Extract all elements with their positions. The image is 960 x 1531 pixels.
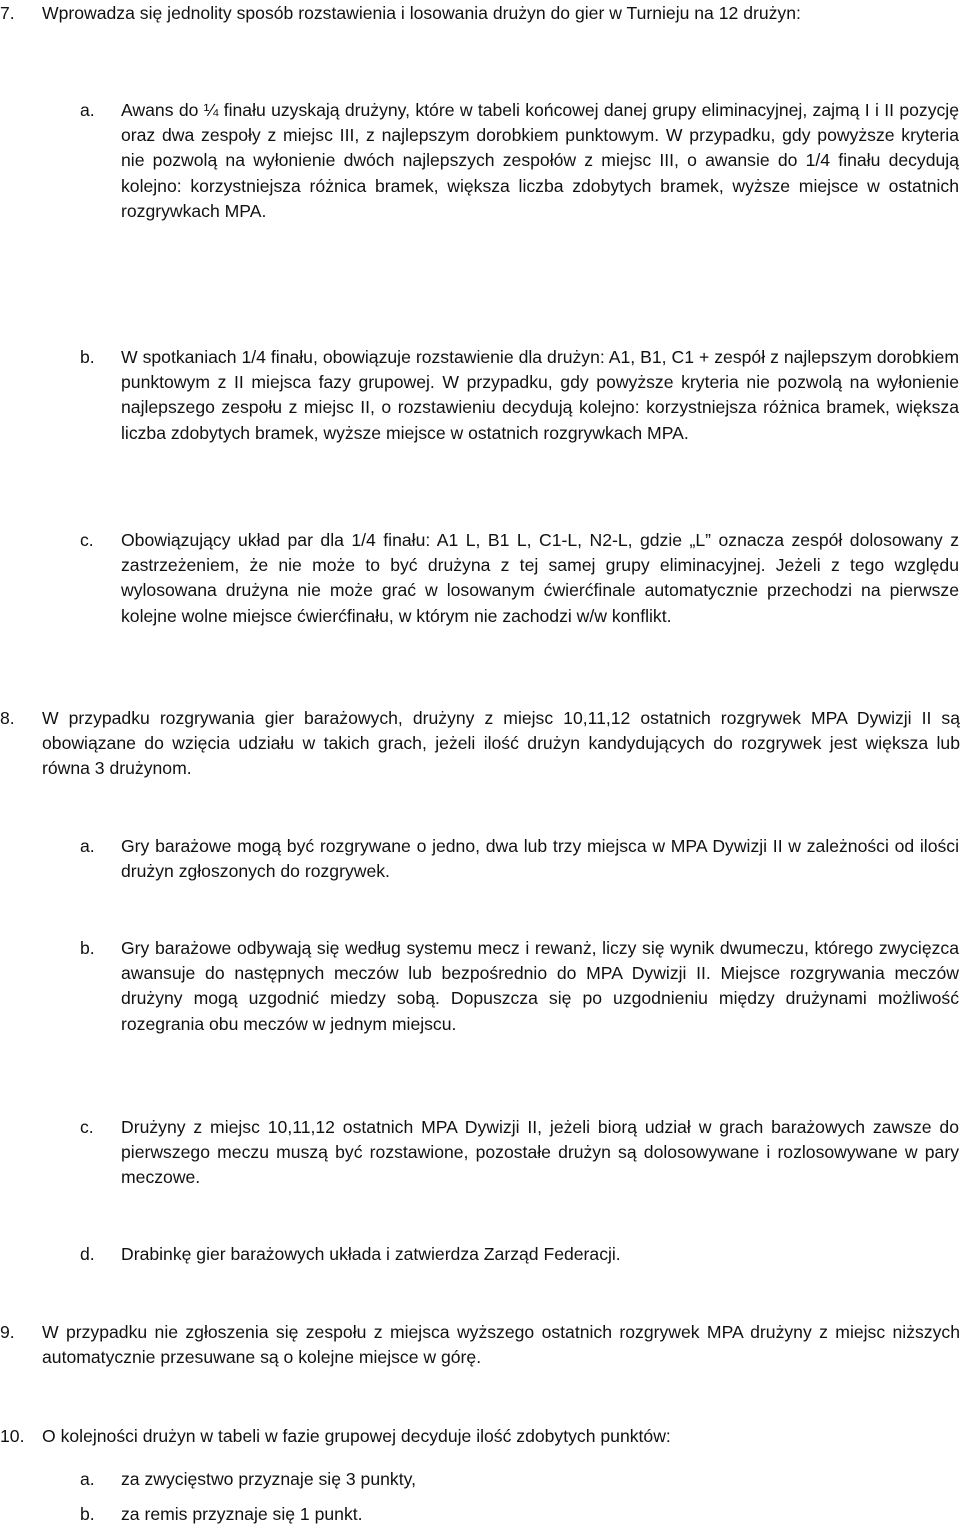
item-text: Gry barażowe mogą być rozgrywane o jedno, dwa lub trzy miejsca w MPA Dywizji II w zależności od ilości drużyn zgłoszonych do rozgrywek. <box>121 836 959 882</box>
section-text: W przypadku rozgrywania gier barażowych, drużyny z miejsc 10,11,12 ostatnich rozgrywek MPA Dywizji II są obowiązane do wzięcia udziału w takich grach, jeżeli ilość drużyn kandydujących do rozgrywek jest większa lub równa 3 drużynom. <box>42 708 960 779</box>
item-letter: b. <box>80 347 95 367</box>
section-number: 10. <box>0 1426 25 1446</box>
item-letter: a. <box>80 100 95 120</box>
item-text: Gry barażowe odbywają się według systemu mecz i rewanż, liczy się wynik dwumeczu, którego zwycięzca awansuje do następnych meczów lub bezpośrednio do MPA Dywizji II. Miejsce rozgrywania meczów drużyny mogą uzgodnić miedzy sobą. Dopuszcza się po uzgodnieniu między drużynami możliwość rozegrania obu meczów w jednym miejscu. <box>121 938 959 1034</box>
item-text: Drabinkę gier barażowych układa i zatwierdza Zarząd Federacji. <box>121 1244 621 1264</box>
section-number: 8. <box>0 708 15 728</box>
item-letter: c. <box>80 530 94 550</box>
item-text: za remis przyznaje się 1 punkt. <box>121 1504 363 1524</box>
item-letter: b. <box>80 938 95 958</box>
section-number: 9. <box>0 1322 15 1342</box>
item-letter: a. <box>80 1469 95 1489</box>
item-letter: b. <box>80 1504 95 1524</box>
item-text: W spotkaniach 1/4 finału, obowiązuje rozstawienie dla drużyn: A1, B1, C1 + zespół z najlepszym dorobkiem punktowym z II miejsca fazy grupowej. W przypadku, gdy powyższe kryteria nie pozwolą na wyłonienie najlepszego zespołu z miejsc II, o rozstawieniu decydują kolejno: korzystniejsza różnica bramek, większa liczba zdobytych bramek, wyższe miejsce w ostatnich rozgrywkach MPA. <box>121 347 959 443</box>
item-letter: a. <box>80 836 95 856</box>
section-number: 7. <box>0 3 15 23</box>
item-text: Obowiązujący układ par dla 1/4 finału: A1 L, B1 L, C1-L, N2-L, gdzie „L” oznacza zespół dolosowany z zastrzeżeniem, że nie może to być drużyna z tej samej grupy eliminacyjnej. Jeżeli z tego względu wylosowana drużyna nie może grać w losowanym ćwierćfinale automatycznie przechodzi na pierwsze kolejne wolne miejsce ćwierćfinału, w którym nie zachodzi w/w konflikt. <box>121 530 959 626</box>
item-letter: c. <box>80 1117 94 1137</box>
section-text: Wprowadza się jednolity sposób rozstawienia i losowania drużyn do gier w Turnieju na 12 drużyn: <box>42 3 801 23</box>
item-letter: d. <box>80 1244 95 1264</box>
item-text: za zwycięstwo przyznaje się 3 punkty, <box>121 1469 416 1489</box>
section-text: O kolejności drużyn w tabeli w fazie grupowej decyduje ilość zdobytych punktów: <box>42 1426 671 1446</box>
item-text: Awans do ¼ finału uzyskają drużyny, które w tabeli końcowej danej grupy eliminacyjnej, zajmą I i II pozycję oraz dwa zespoły z miejsc III, z najlepszym dorobkiem punktowym. W przypadku, gdy powyższe kryteria nie pozwolą na wyłonienie dwóch najlepszych zespołów z miejsc III, o awansie do 1/4 finału decydują kolejno: korzystniejsza różnica bramek, większa liczba zdobytych bramek, wyższe miejsce w ostatnich rozgrywkach MPA. <box>121 100 959 221</box>
item-text: Drużyny z miejsc 10,11,12 ostatnich MPA Dywizji II, jeżeli biorą udział w grach barażowych zawsze do pierwszego meczu muszą być rozstawione, pozostałe drużyn są dolosowywane i rozlosowywane w pary meczowe. <box>121 1117 959 1188</box>
section-text: W przypadku nie zgłoszenia się zespołu z miejsca wyższego ostatnich rozgrywek MPA drużyny z miejsc niższych automatycznie przesuwane są o kolejne miejsce w górę. <box>42 1322 960 1368</box>
